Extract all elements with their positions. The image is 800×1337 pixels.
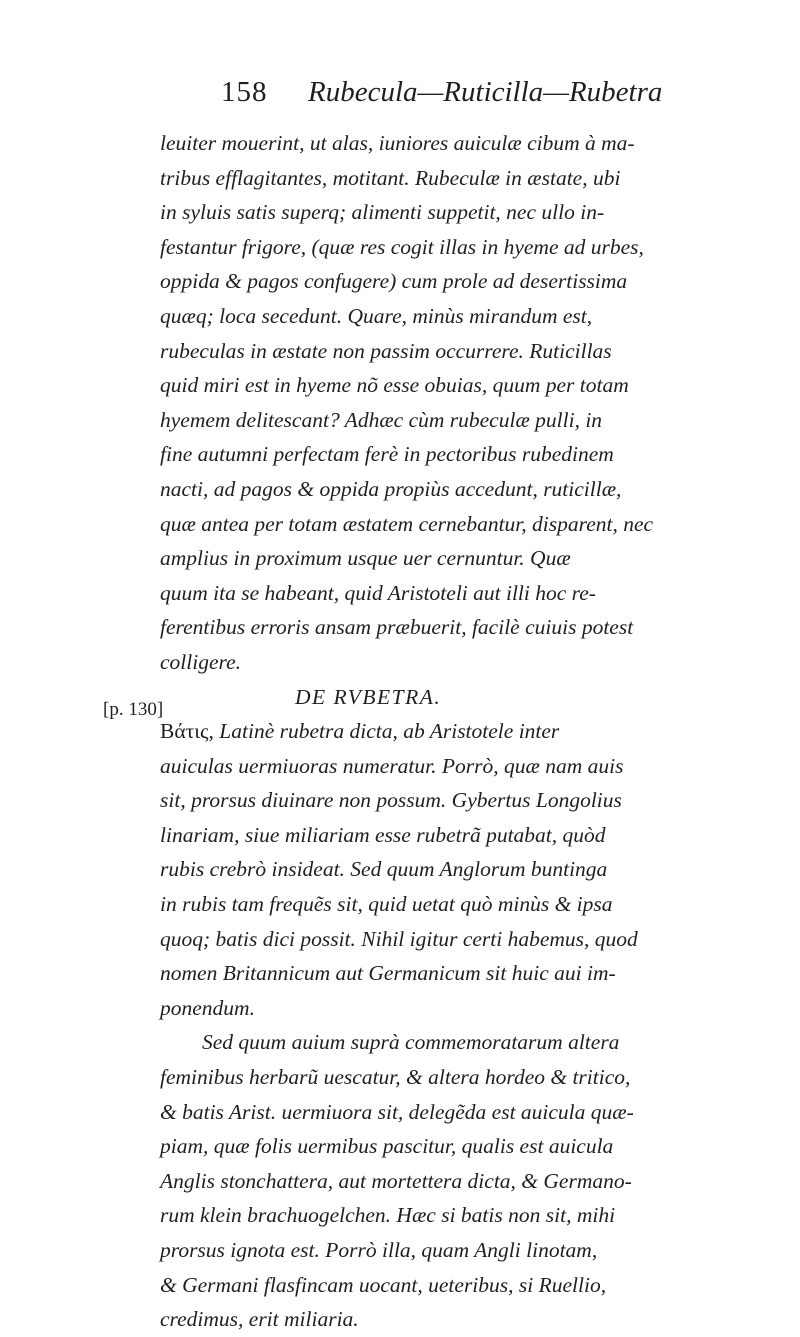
text-line: ponendum. (160, 995, 255, 1020)
text-line: feminibus herbarũ uescatur, & altera hordeo & tritico, (160, 1065, 631, 1090)
text-line: piam, quæ folis uermibus pascitur, qualis est auicula (160, 1134, 614, 1159)
body-text (160, 126, 660, 1337)
text-line: & Germani flasfincam uocant, ueteribus, si Ruellio, (160, 1272, 607, 1297)
running-title: Rubecula—Ruticilla—Rubetra (308, 76, 663, 108)
text-line: colligere. (160, 649, 241, 674)
text-line: ferentibus erroris ansam præbuerit, facilè cuiuis potest (160, 615, 634, 640)
text-line: festantur frigore, (quæ res cogit illas in hyeme ad urbes, (160, 234, 644, 259)
text-line: & batis Arist. uermiuora sit, delegẽda est auicula quæ- (160, 1099, 634, 1124)
text-line: nomen Britannicum aut Germanicum sit huic aui im- (160, 961, 616, 986)
text-line: sit, prorsus diuinare non possum. Gybertus Longolius (160, 788, 622, 813)
page-number: 158 (221, 76, 268, 108)
text-line: rum klein brachuogelchen. Hæc si batis non sit, mihi (160, 1203, 616, 1228)
marginal-page-reference: [p. 130] (103, 699, 164, 720)
text-line: rubeculas in æstate non passim occurrere. Ruticillas (160, 338, 612, 363)
text-line: Anglis stonchattera, aut mortettera dicta, & Germano- (160, 1168, 632, 1193)
text-line: in syluis satis superq; alimenti suppetit, nec ullo in- (160, 200, 605, 225)
text-line: tribus efflagitantes, motitant. Rubeculæ in æstate, ubi (160, 165, 621, 190)
text-line: quid miri est in hyeme nõ esse obuias, quum per totam (160, 373, 629, 398)
text-line: quoq; batis dici possit. Nihil igitur certi habemus, quod (160, 926, 638, 951)
text-line: nacti, ad pagos & oppida propiùs accedunt, ruticillæ, (160, 476, 622, 501)
text-line: fine autumni perfectam ferè in pectoribus rubedinem (160, 442, 614, 467)
text-line: prorsus ignota est. Porrò illa, quam Angli linotam, (160, 1238, 598, 1262)
text-line-first (160, 714, 660, 749)
text-line: auiculas uermiuoras numeratur. Porrò, quæ nam auis (160, 753, 624, 778)
paragraph-rubetra (160, 714, 660, 1025)
text-line: credimus, erit miliaria. (160, 1307, 359, 1332)
text-line: linariam, siue miliariam esse rubetrã putabat, quòd (160, 822, 606, 847)
greek-word-batis: Βάτις, (160, 719, 214, 744)
text-line: quæq; loca secedunt. Quare, minùs mirandum est, (160, 303, 593, 328)
text-line: quum ita se habeant, quid Aristoteli aut illi hoc re- (160, 580, 596, 605)
text-line: oppida & pagos confugere) cum prole ad desertissima (160, 269, 628, 294)
paragraph-rubecula-continued (160, 126, 660, 680)
text-line: leuiter mouerint, ut alas, iuniores auiculæ cibum à ma- (160, 131, 635, 155)
paragraph-sed-quum (160, 1025, 660, 1336)
text-line: amplius in proximum usque uer cernuntur. Quæ (160, 546, 571, 571)
text-line-remainder: Latinè rubetra dicta, ab Aristotele inter (213, 719, 560, 744)
text-line: quæ antea per totam æstatem cernebantur, disparent, nec (160, 511, 654, 536)
text-line: Sed quum auium suprà commemoratarum altera (202, 1030, 620, 1055)
section-heading: DE RVBETRA. (295, 684, 442, 709)
text-line: hyemem delitescant? Adhæc cùm rubeculæ pulli, in (160, 407, 603, 432)
text-line: in rubis tam frequẽs sit, quid uetat quò minùs & ipsa (160, 892, 613, 917)
text-line: rubis crebrò insideat. Sed quum Anglorum buntinga (160, 857, 608, 882)
page-header (0, 76, 800, 116)
